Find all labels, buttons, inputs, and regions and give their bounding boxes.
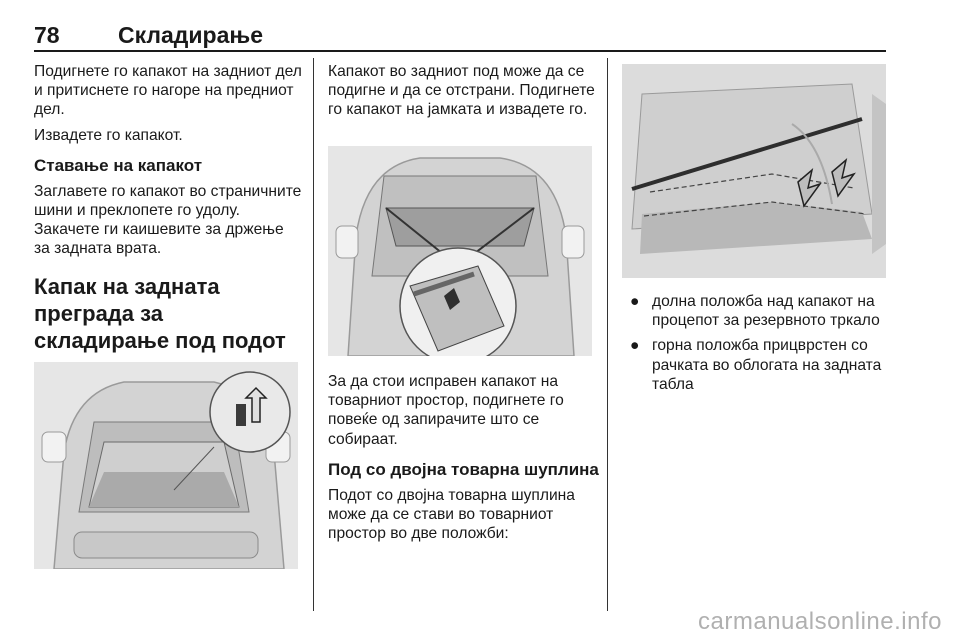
column-1 (34, 62, 302, 354)
floor-position-list (626, 292, 896, 400)
double-floor-illustration-svg (622, 64, 886, 278)
page-number: 78 (34, 22, 60, 48)
col1-heading-1: Ставање на капакот (34, 155, 203, 175)
col1-paragraph-2: Извадете го капакот. (34, 126, 183, 144)
page-header (34, 14, 886, 54)
list-item-text: горна положба прицврстен со рачката во облогата на задната табла (652, 337, 882, 393)
col2-paragraph-2: За да стои исправен капакот на товарниот простор, подигнете го повеќе од запирачите што се собираат. (328, 373, 564, 448)
illustration-lift-cover-loop (328, 146, 592, 356)
list-item (626, 292, 896, 330)
column-divider-2 (607, 58, 608, 611)
col1-paragraph-3: Заглавете го капакот во страничните шини и преклопете го удолу. Закачете ги каишевите за држење за задната врата. (34, 182, 302, 258)
col2-paragraph-3: Подот со двојна товарна шуплина може да се стави во товарниот простор во две положби: (328, 486, 575, 543)
col1-heading-2: Капак на задната преграда за складирање под подот (34, 273, 286, 353)
column-2 (328, 62, 596, 120)
column-divider-1 (313, 58, 314, 611)
watermark: carmanualsonline.info (698, 608, 942, 635)
illustration-double-floor (622, 64, 886, 278)
list-item (626, 336, 896, 394)
section-title: Складирање (118, 22, 264, 48)
illustration-trunk-floor-cover (34, 362, 298, 569)
lift-cover-illustration-svg (328, 146, 592, 356)
column-2-lower (328, 372, 600, 543)
trunk-illustration-svg (34, 362, 298, 569)
bullet-icon: ● (630, 337, 640, 355)
bullet-icon: ● (630, 293, 640, 310)
list-item-text: долна положба над капакот на процепот за резервното тркало (652, 293, 880, 330)
col1-paragraph-1: Подигнете го капакот на задниот дел и притиснете го нагоре на предниот дел. (34, 63, 302, 119)
header-rule (34, 50, 886, 52)
col2-paragraph-1: Капакот во задниот под може да се подигне и да се отстрани. Подигнете го капакот на јамката и извадете го. (328, 63, 595, 119)
col2-heading-1: Под со двојна товарна шуплина (328, 459, 599, 479)
